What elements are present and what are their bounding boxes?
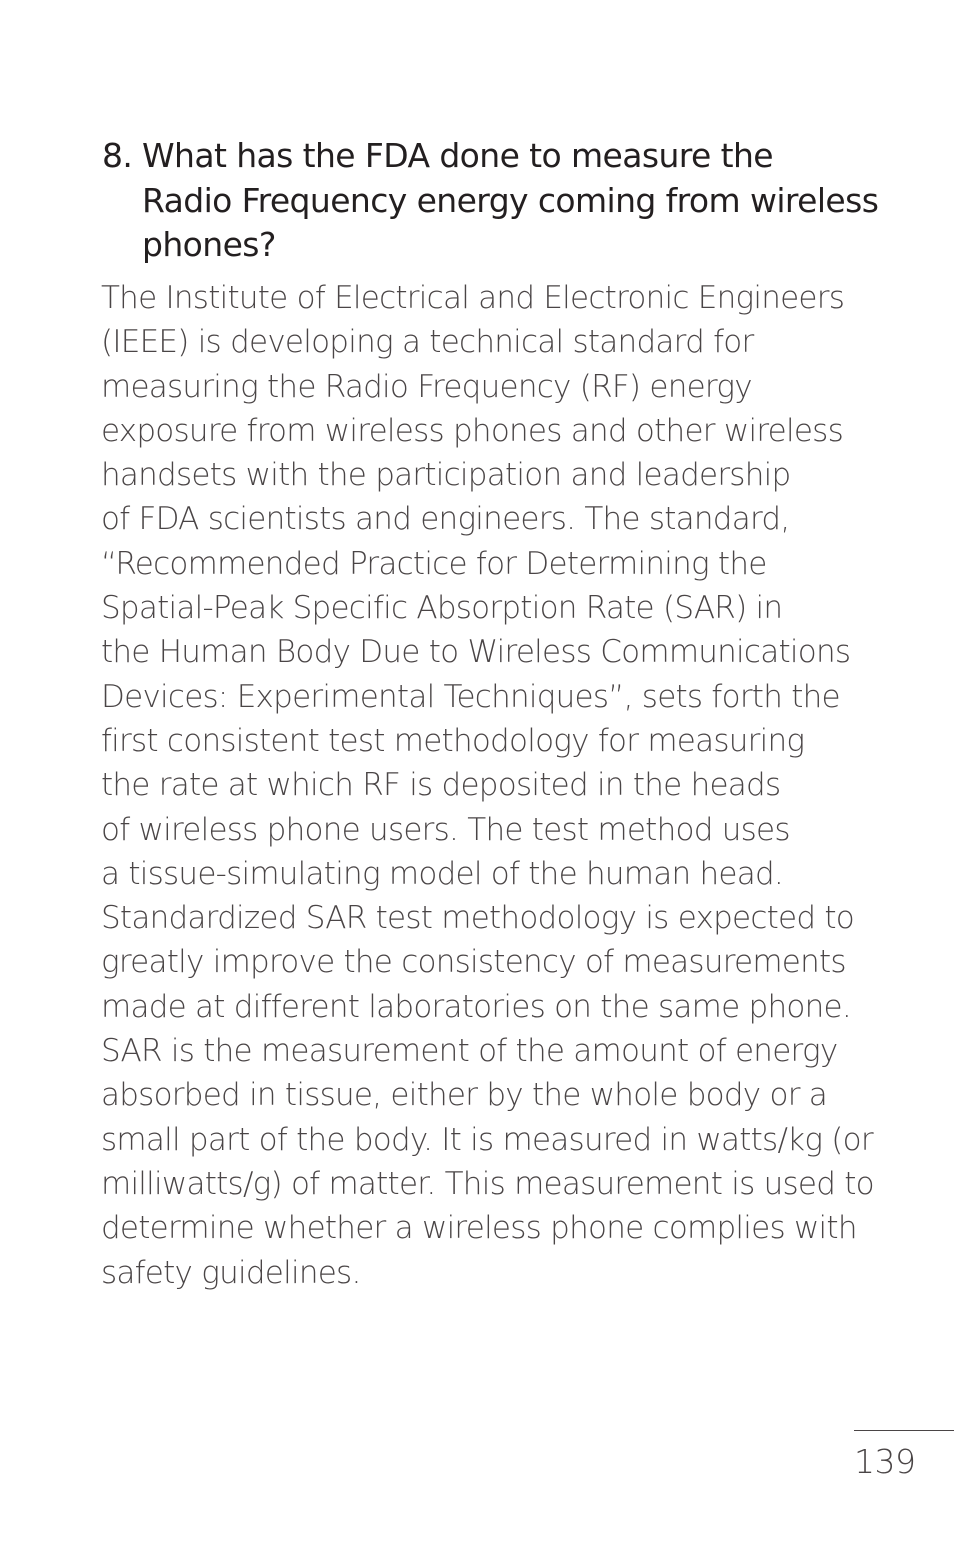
question-text — [142, 134, 902, 268]
paragraph-line: the rate at which RF is deposited in the heads — [101, 767, 781, 804]
paragraph-line: The Institute of Electrical and Electronic Engineers — [101, 280, 845, 316]
paragraph-line: handsets with the participation and leadership — [101, 457, 791, 494]
footer-rule — [854, 1430, 954, 1431]
paragraph-line: exposure from wireless phones and other wireless — [101, 412, 843, 449]
paragraph-line: small part of the body. It is measured in watts/kg (or — [101, 1121, 873, 1158]
question-line: What has the FDA done to measure the — [142, 136, 773, 175]
paragraph-line: determine whether a wireless phone complies with — [101, 1210, 857, 1247]
paragraph-line: of FDA scientists and engineers. The standard, — [101, 501, 790, 538]
paragraph-line: milliwatts/g) of matter. This measurement is used to — [101, 1165, 874, 1202]
answer-paragraph — [101, 276, 921, 1295]
paragraph-line: a tissue-simulating model of the human head. — [101, 855, 783, 892]
paragraph-line: absorbed in tissue, either by the whole body or a — [101, 1077, 828, 1114]
paragraph-line: Spatial-Peak Specific Absorption Rate (SAR) in — [101, 590, 783, 627]
paragraph-line: greatly improve the consistency of measurements — [101, 944, 846, 981]
paragraph-line: Standardized SAR test methodology is expected to — [101, 900, 854, 937]
question-number: 8. — [102, 136, 133, 175]
paragraph-line: made at different laboratories on the same phone. — [101, 988, 851, 1025]
paragraph-line: safety guidelines. — [101, 1254, 361, 1291]
paragraph-line: measuring the Radio Frequency (RF) energy — [101, 368, 752, 405]
paragraph-line: of wireless phone users. The test method uses — [101, 811, 790, 848]
page-number: 139 — [854, 1442, 916, 1481]
paragraph-line: the Human Body Due to Wireless Communications — [101, 634, 851, 671]
paragraph-line: “Recommended Practice for Determining the — [101, 545, 767, 582]
question-heading — [102, 134, 902, 268]
question-line: phones? — [142, 225, 276, 264]
question-line: Radio Frequency energy coming from wireless — [142, 180, 879, 220]
paragraph-line: first consistent test methodology for measuring — [101, 722, 805, 759]
paragraph-line: (IEEE) is developing a technical standard for — [101, 324, 754, 361]
paragraph-line: SAR is the measurement of the amount of energy — [101, 1033, 838, 1070]
paragraph-line: Devices: Experimental Techniques”, sets forth the — [101, 678, 840, 715]
